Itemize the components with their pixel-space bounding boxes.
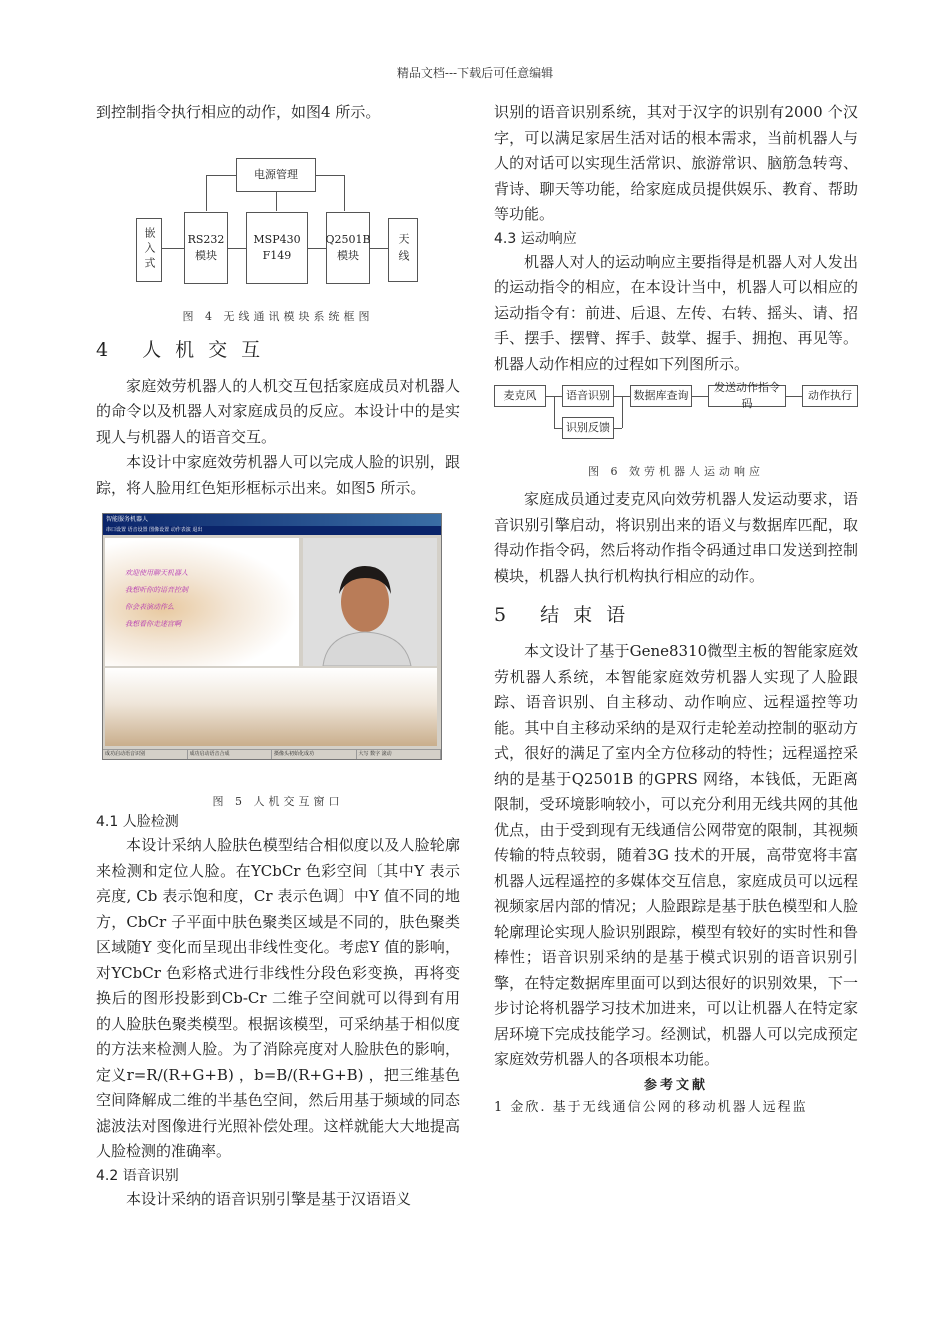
- right-column: [494, 100, 858, 1119]
- section-4-3-title: 4.3 运动响应: [494, 230, 577, 247]
- section-4-1-paragraph: 本设计采纳人脸肤色模型结合相似度以及人脸轮廓来检测和定位人脸。在YCbCr 色彩空间〔其中Y 表示亮度, Cb 表示饱和度，Cr 表示色调〕中Y 值不同的地方，CbCr 子平面中肤色聚类区域是不同的，肤色聚类区域随Y 变化而呈现出非线性变化。考虑Y 值的影响，对YCbCr 色彩格式进行非线性分段色彩变换，再将变换后的图形投影到Cb-Cr 二维子空间就可以得到有用的人脸肤色聚类模型。根据该模型，可采纳基于相似度的方法来检测人脸。为了消除亮度对人脸肤色的影响，定义r=R/(R+G+B) ，b=B/(R+G+B) ，把三维基色空间降解成二维的半基色空间，然后用基于频域的同态滤波法对图像进行光照补偿处理。这样就能大大地提高人脸检测的准确率。: [96, 836, 460, 1160]
- q2501b-label-2: 模块: [337, 248, 359, 262]
- recognition-feedback-box: 识别反馈: [562, 417, 614, 439]
- antenna-box: [388, 218, 418, 282]
- fig4-line: [206, 175, 236, 176]
- section-4-paragraph-1: 家庭效劳机器人的人机交互包括家庭成员对机器人的命令以及机器人对家庭成员的反应。本设计中的是实现人与机器人的语音交互。: [96, 376, 460, 446]
- msp430-label-2: F149: [262, 248, 292, 262]
- chat-line-1: 欢迎使用聊天机器人: [125, 569, 188, 577]
- fig6-feedback-line: [614, 428, 622, 429]
- figure-6-caption: 图 6 效劳机器人运动响应: [588, 465, 764, 478]
- embedded-box: [136, 218, 162, 282]
- msp430-box: [246, 212, 308, 284]
- fig4-line: [344, 175, 345, 211]
- scenery-pane: [105, 668, 437, 746]
- q2501b-label-1: Q2501B: [325, 232, 371, 246]
- fig6-arrow-line: [692, 396, 708, 397]
- camera-pane: [303, 538, 437, 666]
- microphone-box: 麦克风: [494, 385, 546, 407]
- app-title-bar: 智能服务机器人: [103, 514, 441, 526]
- database-query-box: 数据库查询: [630, 385, 692, 407]
- section-4-title: 4 人机交互: [96, 338, 275, 361]
- fig6-feedback-line: [554, 428, 562, 429]
- status-2: 成功启动语音合成: [188, 750, 273, 759]
- rs232-box: [184, 212, 228, 284]
- embedded-label: 嵌入式: [143, 227, 156, 272]
- fig6-feedback-line: [622, 396, 623, 428]
- face-image: [303, 538, 437, 666]
- rs232-label-2: 模块: [195, 248, 217, 262]
- chat-line-2: 我想听你的语音控制: [125, 586, 188, 594]
- page-header: 精品文档---下载后可任意编辑: [396, 66, 554, 80]
- figure-6: [494, 383, 858, 447]
- app-screenshot: [102, 513, 442, 760]
- motion-process-paragraph: 家庭成员通过麦克风向效劳机器人发运动要求，语音识别引擎启动，将识别出来的语义与数据库匹配，取得动作指令码，然后将动作指令码通过串口发送到控制模块，机器人执行机构执行相应的动作。: [494, 490, 858, 585]
- chat-line-4: 我想看你走迷宫啊: [125, 620, 181, 628]
- fig4-line: [276, 192, 277, 211]
- status-1: 成功启动语音识别: [103, 750, 188, 759]
- fig4-line: [316, 175, 344, 176]
- fig4-line: [162, 248, 184, 249]
- rs232-label-1: RS232: [187, 232, 225, 246]
- msp430-label-1: MSP430: [253, 232, 301, 246]
- status-bar: [103, 749, 441, 759]
- figure-5: [96, 501, 460, 763]
- fig4-line: [370, 248, 388, 249]
- reference-1: 1 金欣. 基于无线通信公网的移动机器人远程监: [494, 1099, 808, 1115]
- section-4-2-title: 4.2 语音识别: [96, 1167, 179, 1184]
- figure-5-caption: 图 5 人机交互窗口: [212, 795, 344, 808]
- references-title: 参考文献: [643, 1077, 708, 1093]
- fig6-feedback-line: [554, 396, 555, 428]
- section-5-paragraph: 本文设计了基于Gene8310微型主板的智能家庭效劳机器人系统，本智能家庭效劳机器人实现了人脸跟踪、语音识别、自主移动、动作响应、远程遥控等功能。其中自主移动采纳的是双行走轮差动控制的驱动方式，很好的满足了室内全方位移动的特性；远程遥控采纳的是基于Q2501B 的GPRS 网络，本钱低，无距离限制，受环境影响较小，可以充分利用无线共网的其他优点，由于受到现有无线通信公网带宽的限制，其视频传输的特点较弱，随着3G 技术的开展，高带宽将丰富机器人远程遥控的多媒体交互信息，家庭成员可以远程视频家居内部的情况；人脸跟踪是基于肤色模型和人脸轮廓理论实现人脸识别跟踪，模型有较好的实时性和鲁棒性；语音识别采纳的是基于模式识别的语音识别引擎，在特定数据库里面可以到达很好的识别效果，下一步讨论将机器学习技术加进来，可以让机器人在特定家居环境下完成技能学习。经测试，机器人可以完成预定家庭效劳机器人的各项根本功能。: [494, 642, 858, 1068]
- section-5-title: 5 结束语: [494, 604, 640, 626]
- app-menu-bar: 串口设置 语音设置 图像设置 动作表演 退出: [103, 526, 441, 535]
- action-execute-box: 动作执行: [802, 385, 858, 407]
- section-4-1-title: 4.1 人脸检测: [96, 814, 179, 830]
- antenna-label: 天线: [397, 232, 410, 267]
- send-command-box: 发送动作指令码: [708, 385, 786, 407]
- status-4: 大写 数字 滚动: [357, 750, 442, 759]
- left-column: [96, 100, 460, 1212]
- figure-4-caption: 图 4 无线通讯模块系统框图: [182, 309, 374, 323]
- chat-line-3: 你会表演动作么: [125, 603, 174, 611]
- power-management-box: 电源管理: [236, 158, 316, 192]
- fig4-line: [228, 248, 246, 249]
- speech-continued-paragraph: 识别的语音识别系统，其对于汉字的识别有2000 个汉字，可以满足家居生活对话的根本需求，当前机器人与人的对话可以实现生活常识、旅游常识、脑筋急转弯、背诗、聊天等功能，给家庭成员提供娱乐、教育、帮助等功能。: [494, 103, 858, 223]
- figure-4: [96, 130, 460, 292]
- section-4-paragraph-2: 本设计中家庭效劳机器人可以完成人脸的识别，跟踪，将人脸用红色矩形框标示出来。如图5 所示。: [96, 453, 460, 497]
- q2501b-box: [326, 212, 370, 284]
- section-4-3-paragraph: 机器人对人的运动响应主要指得是机器人对人发出的运动指令的相应，在本设计当中，机器人可以相应的运动指令有：前进、后退、左传、右转、摇头、请、招手、摆手、摆臂、挥手、鼓掌、握手、拥抱、再见等。机器人动作相应的过程如下列图所示。: [494, 252, 858, 373]
- status-3: 摄像头初始化成功: [272, 750, 357, 759]
- fig4-line: [206, 175, 207, 211]
- intro-paragraph: 到控制指令执行相应的动作，如图4 所示。: [96, 103, 381, 121]
- section-4-2-paragraph: 本设计采纳的语音识别引擎是基于汉语语义: [126, 1189, 412, 1208]
- fig6-arrow-line: [786, 396, 802, 397]
- fig4-line: [308, 248, 326, 249]
- speech-recognition-box: 语音识别: [562, 385, 614, 407]
